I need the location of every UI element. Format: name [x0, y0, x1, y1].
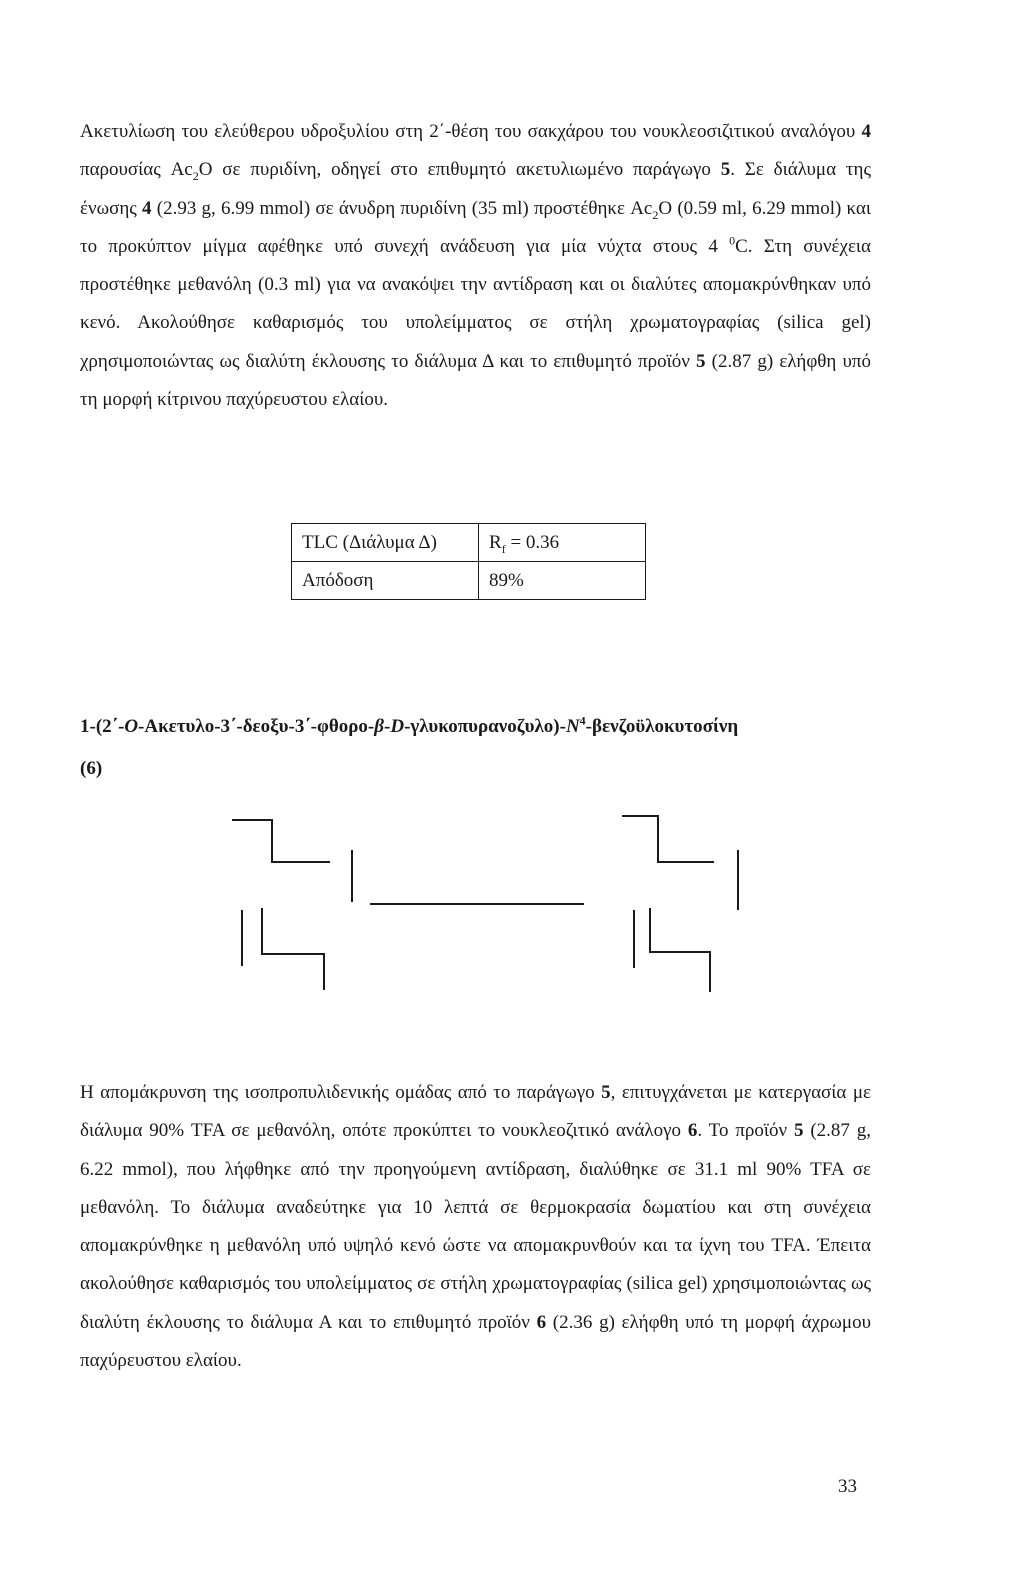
structure-stroke [622, 816, 714, 862]
title-italic: N [565, 716, 580, 737]
chemical-structure-drawing [220, 800, 760, 1010]
title-segment: - [384, 716, 391, 737]
page-number: 33 [838, 1476, 857, 1497]
compound-ref: 4 [861, 121, 871, 142]
title-italic: O [124, 716, 139, 737]
compound-ref: 6 [536, 1311, 547, 1333]
table-cell: Απόδοση [292, 562, 479, 600]
text-segment: (2.93 g, 6.99 mmol) σε άνυδρη πυριδίνη (35 ml) προστέθηκε Ac [151, 197, 653, 219]
rf-value: = 0.36 [505, 531, 560, 553]
text-segment: Η απομάκρυνση της ισοπροπυλιδενικής ομάδας από το παράγωγο [80, 1082, 602, 1103]
text-segment: O (0.59 ml, 6.29 mmol) και το προκύπτον μίγμα αφέθηκε υπό συνεχή ανάδευση για μία νύχτα στους 4 [80, 197, 872, 257]
table-row [292, 524, 646, 562]
structure-stroke [232, 820, 330, 862]
superscript: 0 [729, 233, 736, 248]
compound-ref: 4 [142, 197, 152, 219]
text-segment: (2.87 g) ελήφθη υπό τη μορφή κίτρινου παχύρευστου ελαίου. [80, 350, 871, 411]
compound-title [80, 713, 880, 738]
text-segment: . Το προϊόν [697, 1120, 794, 1142]
compound-ref: 5 [601, 1082, 611, 1103]
text-segment: παρουσίας Ac [80, 159, 193, 181]
compound-ref: 5 [793, 1120, 804, 1142]
procedure-paragraph-2 [80, 1074, 871, 1380]
title-segment: -βενζοϋλοκυτοσίνη [585, 716, 739, 737]
subscript: 2 [652, 207, 659, 222]
title-segment: 1-(2΄- [80, 716, 125, 737]
text-segment: Ακετυλίωση του ελεύθερου υδροξυλίου στη 2΄-θέση του σακχάρου του νουκλεοσιζιτικού αναλόγου [80, 121, 862, 142]
table-cell: 89% [479, 562, 646, 600]
text-segment: (2.36 g) ελήφθη υπό τη μορφή άχρωμου παχύρευστου ελαίου. [80, 1311, 871, 1372]
subscript: 2 [192, 169, 199, 184]
compound-ref: 5 [695, 350, 706, 372]
table-cell [479, 524, 646, 562]
text-segment: O σε πυριδίνη, οδηγεί στο επιθυμητό ακετυλιωμένο παράγωγο [198, 159, 721, 181]
text-segment: , επιτυγχάνεται με κατεργασία με διάλυμα 90% TFA σε μεθανόλη, οπότε προκύπτει το νουκλεοζιτικό ανάλογο [80, 1082, 871, 1142]
text-segment: . Σε διάλυμα της ένωσης [80, 159, 871, 219]
subscript: f [501, 541, 506, 556]
structure-stroke [650, 908, 710, 992]
compound-ref: 5 [720, 159, 731, 181]
table-row [292, 562, 646, 600]
structure-stroke [262, 908, 324, 990]
title-segment: -Ακετυλο-3΄-δεοξυ-3΄-φθορο- [138, 716, 375, 737]
tlc-yield-table [291, 523, 646, 600]
rf-label: R [489, 531, 502, 553]
superscript: 4 [579, 713, 586, 728]
table-cell: TLC (Διάλυμα Δ) [292, 524, 479, 562]
text-segment: (2.87 g, 6.22 mmol), που λήφθηκε από την προηγούμενη αντίδραση, διαλύθηκε σε 31.1 ml 90% TFA σε μεθανόλη. Το διάλυμα αναδεύτηκε για 10 λεπτά σε θερμοκρασία δωματίου και στη συνέχεια απομακρύνθηκε η μεθανόλη υπό υψηλό κενό ώστε να απομακρυνθούν και τα ίχνη του TFA. Έπειτα ακολούθησε καθαρισμός του υπολείμματος σε στήλη χρωματογραφίας (silica gel) χρησιμοποιώντας ως διαλύτη έκλουσης το διάλυμα Α και το επιθυμητό προϊόν [80, 1120, 872, 1333]
title-segment: -γλυκοπυρανοζυλο)- [404, 716, 566, 737]
title-italic: β [374, 716, 384, 737]
title-italic: D [390, 716, 405, 737]
text-segment: C. Στη συνέχεια προστέθηκε μεθανόλη (0.3 ml) για να ανακόψει την αντίδραση και οι διαλύτες απομακρύνθηκαν υπό κενό. Ακολούθησε καθαρισμός του υπολείμματος σε στήλη χρωματογραφίας (silica gel) χρησιμοποιώντας ως διαλύτη έκλουσης το διάλυμα Δ και το επιθυμητό προϊόν [80, 235, 871, 372]
compound-ref: 6 [687, 1120, 698, 1142]
procedure-paragraph-1 [80, 113, 871, 419]
compound-number: (6) [80, 758, 103, 779]
